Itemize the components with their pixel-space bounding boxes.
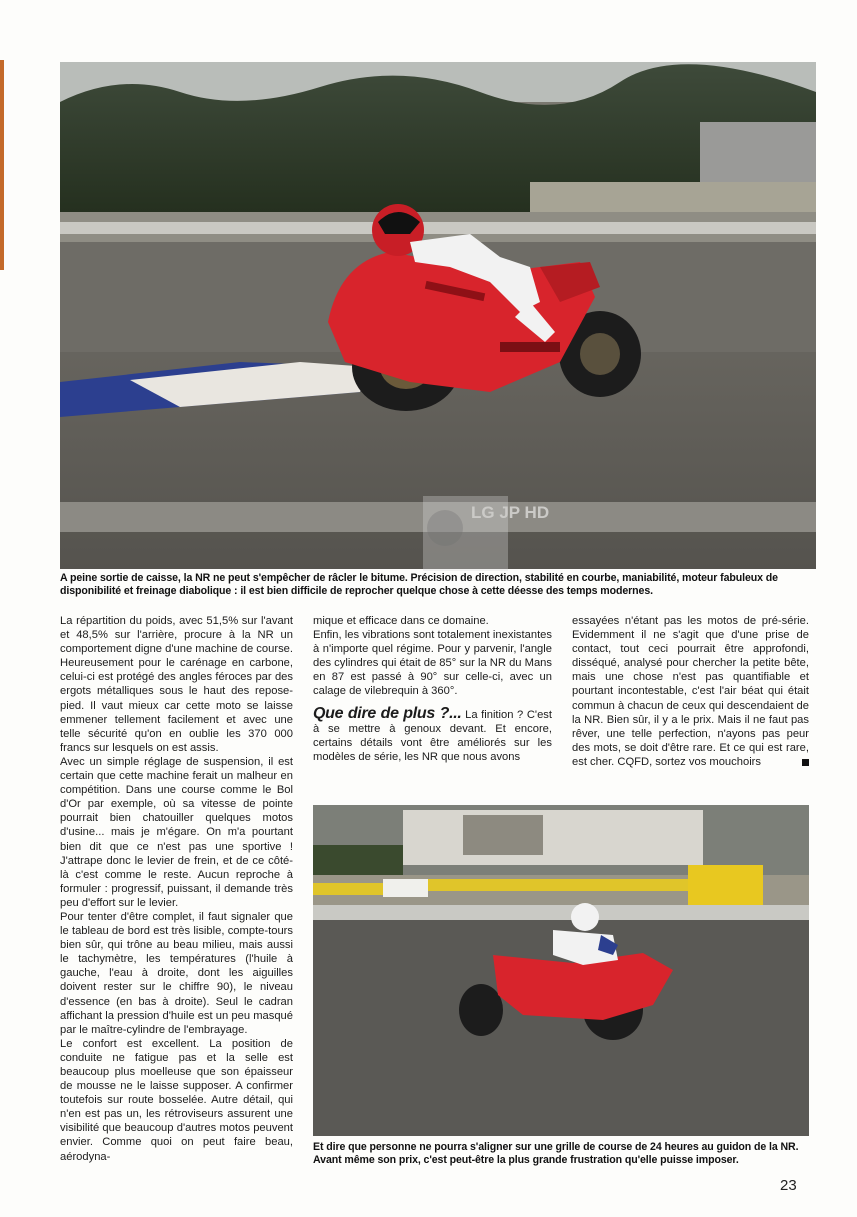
- photo-top-motorcycle-cornering: [60, 62, 816, 569]
- end-of-article-mark: [802, 759, 809, 766]
- paragraph-text: La finition ? C'est à se mettre à genoux devant. Et encore, certains détails vont être améliorés sur les modèles de série, les NR que nous avons: [313, 708, 552, 763]
- photo-top-scene: [60, 62, 816, 569]
- paragraph-with-subhead: [313, 704, 552, 764]
- page-edge-mark: [0, 60, 4, 270]
- paragraph: mique et efficace dans ce domaine.: [313, 615, 489, 627]
- photo-bottom-motorcycle-track: [313, 805, 809, 1136]
- caption-top-photo: A peine sortie de caisse, la NR ne peut s'empêcher de râcler le bitume. Précision de direction, stabilité en courbe, maniabilité, moteur fabuleux de disponibilité et freinage diabolique : il est bien difficile de reprocher quelque chose à cette déesse des temps modernes.: [60, 572, 778, 597]
- watermark-logo: [423, 496, 550, 571]
- section-subhead: Que dire de plus ?...: [313, 704, 462, 722]
- paragraph: Avec un simple réglage de suspension, il est certain que cette machine ferait un malheur en compétition. Dans une course comme le Bol d'Or par exemple, où sa vitesse de pointe pourrait bien chatouiller quelques motos d'usine... mais je m'égare. On m'a pourtant bien dit que ce n'est pas une sportive ! J'attrape donc le levier de frein, et de ce côté-là c'est comme le reste. Aucun reproche à formuler : progressif, puissant, il demande très peu d'effort sur le levier.: [60, 755, 293, 909]
- paragraph: Pour tenter d'être complet, il faut signaler que le tableau de bord est très lisible, compte-tours bien sûr, qui trône au beau milieu, mais aussi le tachymètre, les températures (l'huile à gauche, l'eau à droite, dont les aiguilles doivent rester sur le chiffre 90), le niveau d'essence (en bas à droite). Seul le cadran affichant la pression d'huile est un peu masqué par le maître-cylindre de l'embrayage.: [60, 910, 293, 1036]
- paragraph: Enfin, les vibrations sont totalement inexistantes à n'importe quel régime. Pour y parvenir, l'angle des cylindres qui était de 85° sur la NR du Mans en 87 est passé à 90° sur celle-ci, avec un calage de vilebrequin à 360°.: [313, 629, 552, 698]
- paragraph-text: essayées n'étant pas les motos de pré-série. Evidemment il ne s'agit que d'une prise de contact, tout ceci pourrait être approfondi, disséqué, analysé pour chercher la petite bête, mais une chose n'est pas quantifiable et pourtant incontestable, c'est l'air béat qui était commun à chacun de ceux qui descendaient de la NR. Bien sûr, il y a le prix. Mais il ne faut pas rêver, une telle perfection, n'ayons pas peur des mots, se doit d'être rare. Et ce qui est rare, est cher. CQFD, sortez vos mouchoirs: [572, 615, 809, 768]
- article-column-3: [572, 614, 809, 769]
- paragraph: Le confort est excellent. La position de conduite ne fatigue pas et la selle est beaucoup plus moelleuse que son épaisseur de mousse ne le laisse supposer. A confirmer toutefois sur route bosselée. Autre détail, qui n'en est pas un, les rétroviseurs assurent une visibilité que beaucoup d'autres motos peuvent envier. Comme quoi on peut faire beau, aérodyna-: [60, 1037, 293, 1163]
- article-column-1: [60, 614, 293, 1164]
- paragraph: La répartition du poids, avec 51,5% sur l'avant et 48,5% sur l'arrière, procure à la NR un comportement digne d'une machine de course. Heureusement pour le carénage en carbone, celui-ci est protégé des angles féroces par des ergots métalliques sous le haut des repose-pied. Il vaut mieux car cette moto se laisse emmener tellement facilement et avec une telle sécurité qu'on en oublie les 370 000 francs sur lesquels on est assis.: [60, 615, 293, 754]
- photo-bottom-scene: [313, 805, 809, 1136]
- paragraph: [572, 614, 809, 769]
- watermark-text: LG JP HD: [471, 503, 550, 522]
- caption-bottom-photo: Et dire que personne ne pourra s'aligner sur une grille de course de 24 heures au guidon de la NR. Avant même son prix, c'est peut-être la plus grande frustration qu'elle puisse imposer.: [313, 1141, 799, 1166]
- article-column-2: [313, 614, 552, 764]
- page-number: 23: [780, 1177, 797, 1194]
